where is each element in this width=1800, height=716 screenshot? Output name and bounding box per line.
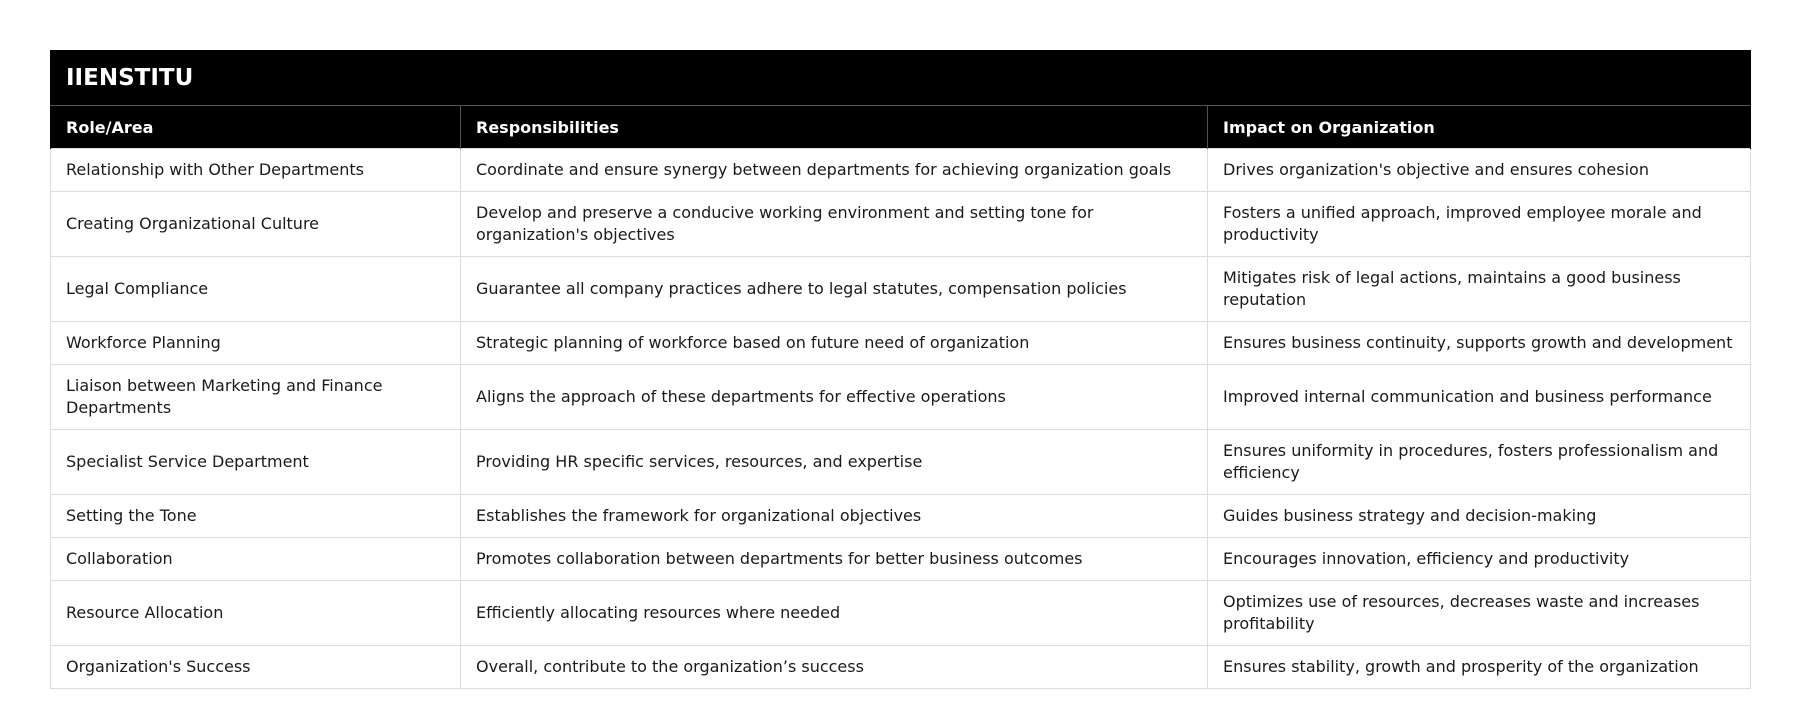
cell-impact: Drives organization's objective and ensures cohesion — [1208, 149, 1751, 192]
table-row — [51, 322, 1751, 365]
table-row — [51, 538, 1751, 581]
cell-role: Creating Organizational Culture — [51, 192, 461, 257]
cell-role: Collaboration — [51, 538, 461, 581]
cell-responsibilities: Overall, contribute to the organization’s success — [461, 646, 1208, 689]
cell-role: Organization's Success — [51, 646, 461, 689]
cell-responsibilities: Coordinate and ensure synergy between departments for achieving organization goals — [461, 149, 1208, 192]
table-row — [51, 257, 1751, 322]
cell-impact: Guides business strategy and decision-making — [1208, 495, 1751, 538]
cell-role: Workforce Planning — [51, 322, 461, 365]
column-header-role: Role/Area — [51, 106, 461, 149]
column-header-impact: Impact on Organization — [1208, 106, 1751, 149]
cell-impact: Ensures uniformity in procedures, fosters professionalism and efficiency — [1208, 430, 1751, 495]
cell-impact: Ensures stability, growth and prosperity of the organization — [1208, 646, 1751, 689]
table-row — [51, 581, 1751, 646]
table-title: IIENSTITU — [51, 51, 1751, 106]
column-header-responsibilities: Responsibilities — [461, 106, 1208, 149]
cell-role: Relationship with Other Departments — [51, 149, 461, 192]
cell-responsibilities: Promotes collaboration between departments for better business outcomes — [461, 538, 1208, 581]
cell-role: Resource Allocation — [51, 581, 461, 646]
table-title-row — [51, 51, 1751, 106]
cell-responsibilities: Strategic planning of workforce based on future need of organization — [461, 322, 1208, 365]
table-row — [51, 365, 1751, 430]
cell-role: Legal Compliance — [51, 257, 461, 322]
cell-role: Setting the Tone — [51, 495, 461, 538]
cell-responsibilities: Efficiently allocating resources where needed — [461, 581, 1208, 646]
cell-responsibilities: Guarantee all company practices adhere to legal statutes, compensation policies — [461, 257, 1208, 322]
cell-role: Specialist Service Department — [51, 430, 461, 495]
cell-responsibilities: Establishes the framework for organizational objectives — [461, 495, 1208, 538]
cell-responsibilities: Providing HR specific services, resources, and expertise — [461, 430, 1208, 495]
roles-table — [50, 50, 1751, 689]
cell-impact: Optimizes use of resources, decreases waste and increases profitability — [1208, 581, 1751, 646]
table-row — [51, 192, 1751, 257]
cell-role: Liaison between Marketing and Finance Departments — [51, 365, 461, 430]
table-header-row — [51, 106, 1751, 149]
cell-impact: Fosters a unified approach, improved employee morale and productivity — [1208, 192, 1751, 257]
content-wrapper — [50, 50, 1750, 689]
cell-impact: Encourages innovation, efficiency and productivity — [1208, 538, 1751, 581]
table-row — [51, 149, 1751, 192]
cell-impact: Ensures business continuity, supports growth and development — [1208, 322, 1751, 365]
table-row — [51, 430, 1751, 495]
table-row — [51, 646, 1751, 689]
cell-impact: Improved internal communication and business performance — [1208, 365, 1751, 430]
cell-responsibilities: Develop and preserve a conducive working environment and setting tone for organization's objectives — [461, 192, 1208, 257]
table-row — [51, 495, 1751, 538]
cell-responsibilities: Aligns the approach of these departments for effective operations — [461, 365, 1208, 430]
cell-impact: Mitigates risk of legal actions, maintains a good business reputation — [1208, 257, 1751, 322]
